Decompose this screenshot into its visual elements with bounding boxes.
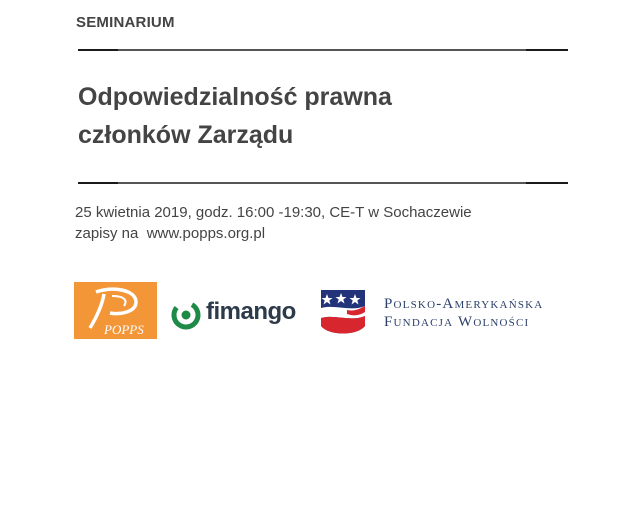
pafw-line-2: Fundacja Wolności (384, 314, 530, 330)
fimango-ring-icon (170, 299, 202, 331)
pafw-wordmark (384, 295, 543, 331)
event-info (75, 202, 472, 244)
popps-emblem-icon (74, 282, 157, 339)
page-title (78, 78, 558, 154)
event-registration: zapisy na www.popps.org.pl (75, 225, 266, 242)
popps-wordmark: POPPS (104, 322, 144, 337)
popps-logo (74, 282, 157, 339)
title-line-1: Odpowiedzialność prawna (78, 83, 392, 111)
fimango-wordmark: fimango (206, 298, 296, 325)
seminar-label: SEMINARIUM (76, 14, 175, 31)
bottom-divider (78, 182, 568, 184)
title-line-2: członków Zarządu (78, 121, 294, 149)
partner-logos (0, 280, 624, 340)
top-divider (78, 49, 568, 51)
event-date-location: 25 kwietnia 2019, godz. 16:00 -19:30, CE-T w Sochaczewie (75, 204, 472, 221)
pafw-flag-icon (317, 286, 369, 338)
pafw-line-1: Polsko-Amerykańska (384, 296, 544, 312)
